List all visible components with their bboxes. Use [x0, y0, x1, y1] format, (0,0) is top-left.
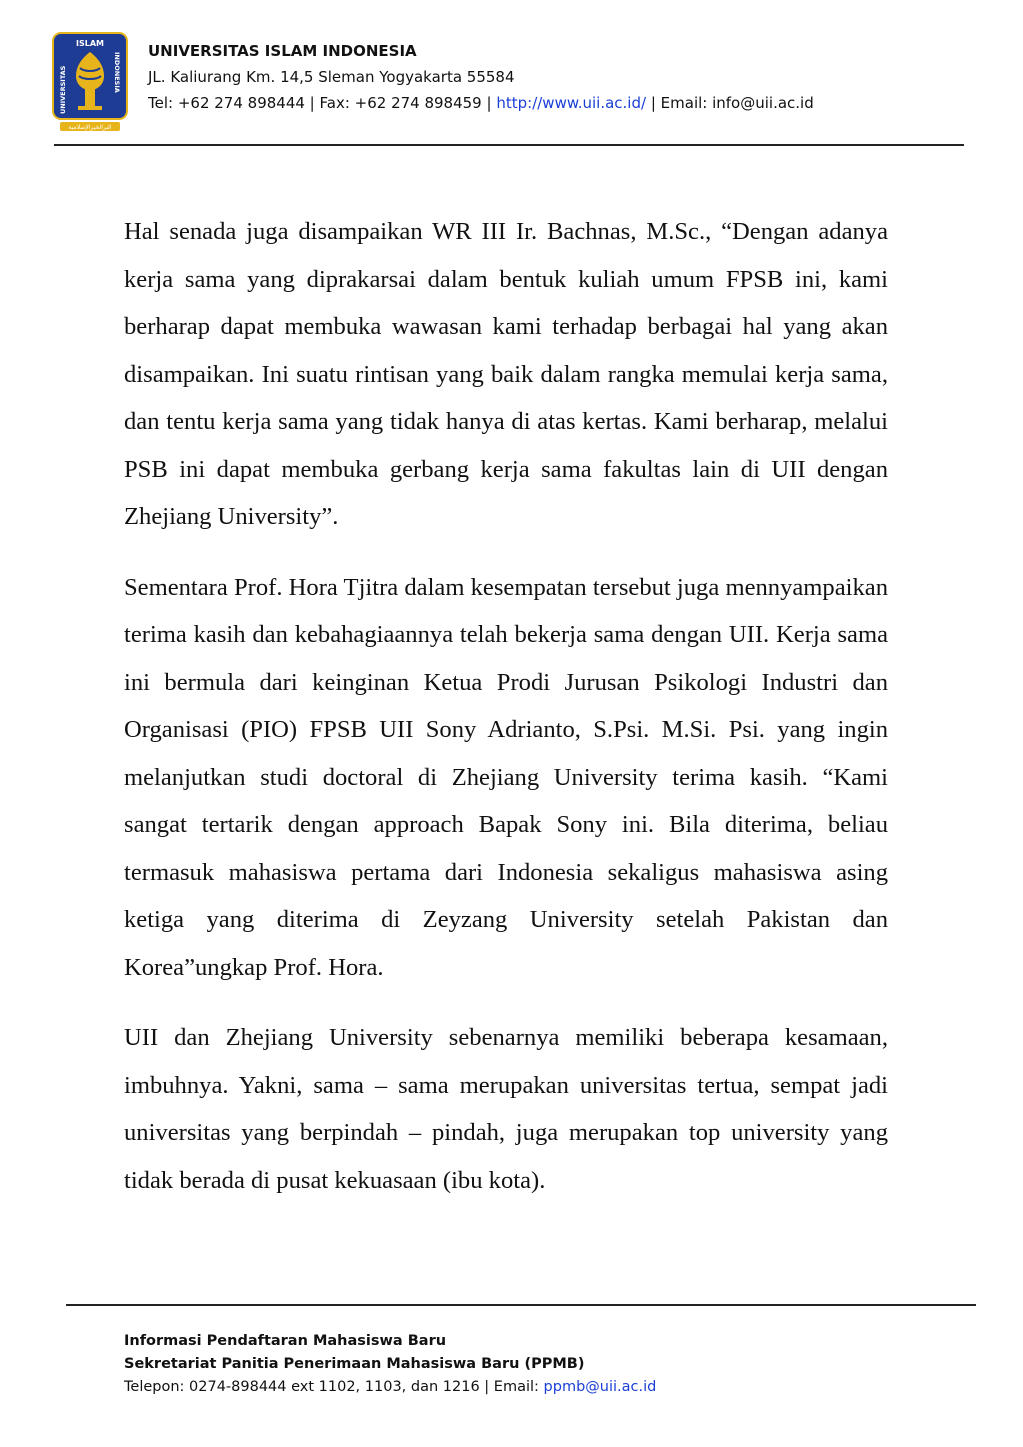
university-address: JL. Kaliurang Km. 14,5 Sleman Yogyakarta 55584 — [148, 68, 515, 86]
article-body — [124, 208, 888, 1227]
logo-left-text: UNIVERSITAS — [59, 65, 67, 114]
footer-line-2: Sekretariat Panitia Penerimaan Mahasiswa Baru (PPMB) — [124, 1356, 585, 1372]
contact-email: | Email: info@uii.ac.id — [650, 94, 814, 112]
university-contact — [148, 90, 814, 116]
footer-line-3 — [124, 1376, 656, 1399]
header-divider — [54, 144, 964, 146]
logo-bottom-text: البرالخيرالإسلامية — [68, 124, 112, 131]
footer — [124, 1330, 656, 1399]
footer-divider — [66, 1304, 976, 1306]
uii-logo — [52, 32, 128, 132]
logo-arc-text: ISLAM — [76, 39, 104, 48]
website-link[interactable]: http://www.uii.ac.id/ — [496, 94, 647, 112]
logo-right-text: INDONESIA — [113, 52, 121, 93]
footer-line-1: Informasi Pendaftaran Mahasiswa Baru — [124, 1333, 447, 1349]
paragraph-2: Sementara Prof. Hora Tjitra dalam kesempatan tersebut juga mennyampaikan terima kasih dan kebahagiaannya telah bekerja sama dengan UII. Kerja sama ini bermula dari keinginan Ketua Prodi Jurusan Psikologi Industri dan Organisasi (PIO) FPSB UII Sony Adrianto, S.Psi. M.Si. Psi. yang ingin melanjutkan studi doctoral di Zhejiang University terima kasih. “Kami sangat tertarik dengan approach Bapak Sony ini. Bila diterima, beliau termasuk mahasiswa pertama dari Indonesia sekaligus mahasiswa asing ketiga yang diterima di Zeyzang University setelah Pakistan dan Korea”ungkap Prof. Hora. — [124, 573, 888, 981]
footer-email-link[interactable]: ppmb@uii.ac.id — [543, 1379, 657, 1395]
paragraph-3: UII dan Zhejiang University sebenarnya memiliki beberapa kesamaan, imbuhnya. Yakni, sama – sama merupakan universitas tertua, sempat jadi universitas yang berpindah – pindah, juga merupakan top university yang tidak berada di pusat kekuasaan (ibu kota). — [124, 1024, 888, 1194]
contact-phone-fax: Tel: +62 274 898444 | Fax: +62 274 898459 | — [148, 94, 492, 112]
letterhead — [52, 28, 964, 146]
university-name: UNIVERSITAS ISLAM INDONESIA — [148, 42, 417, 60]
footer-phone: Telepon: 0274-898444 ext 1102, 1103, dan 1216 | Email: — [124, 1379, 539, 1395]
paragraph-1: Hal senada juga disampaikan WR III Ir. Bachnas, M.Sc., “Dengan adanya kerja sama yang diprakarsai dalam bentuk kuliah umum FPSB ini, kami berharap dapat membuka wawasan kami terhadap berbagai hal yang akan disampaikan. Ini suatu rintisan yang baik dalam rangka memulai kerja sama, dan tentu kerja sama yang tidak hanya di atas kertas. Kami berharap, melalui PSB ini dapat membuka gerbang kerja sama fakultas lain di UII dengan Zhejiang University”. — [124, 218, 888, 530]
letterhead-text — [148, 38, 814, 116]
